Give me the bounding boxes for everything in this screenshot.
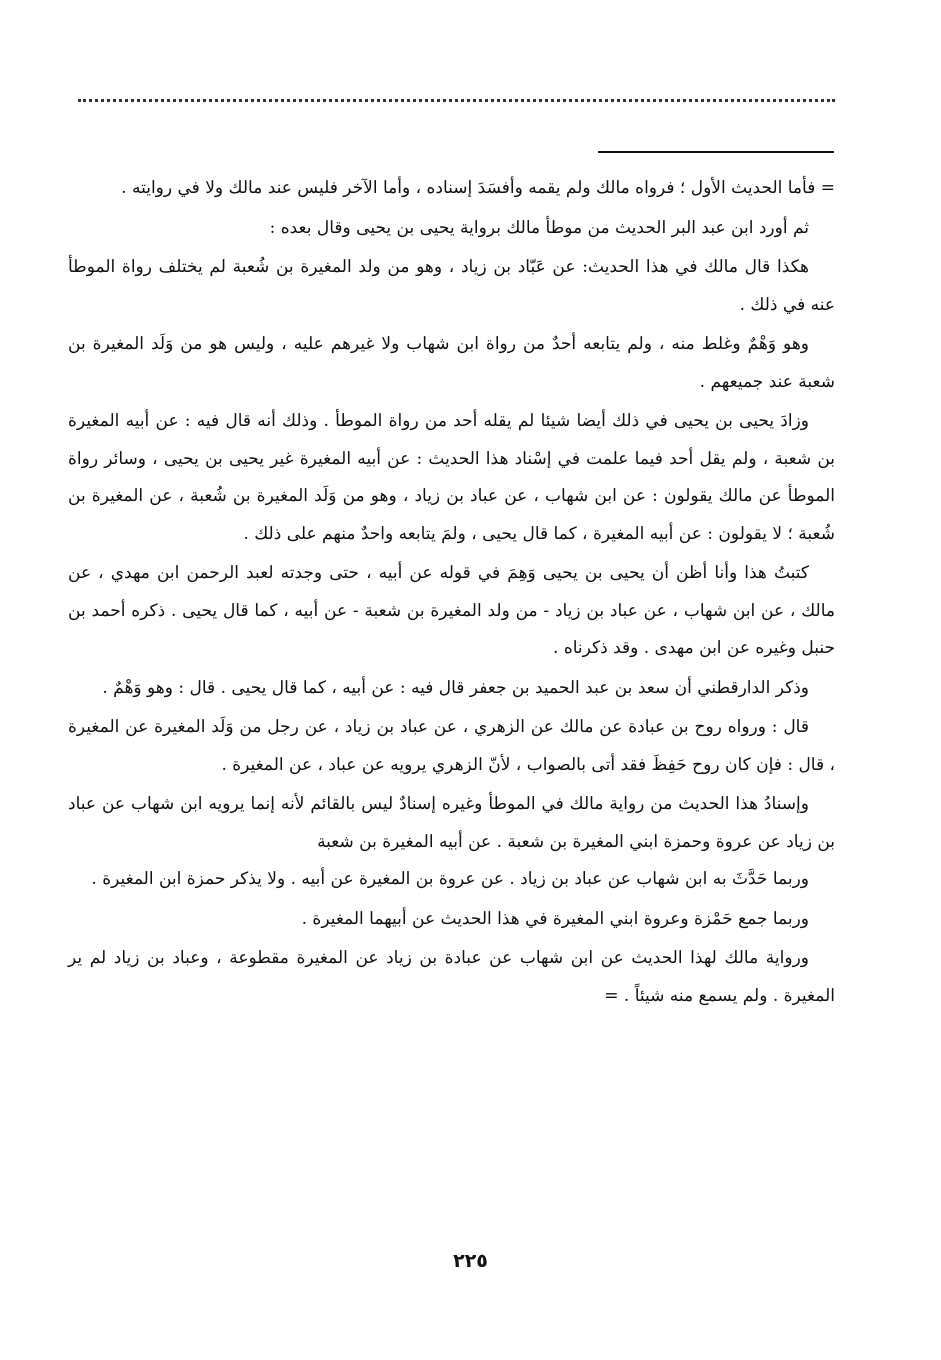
page-body — [68, 170, 835, 1015]
paragraph-2: ثم أورد ابن عبد البر الحديث من موطأ مالك برواية يحيى بن يحيى وقال بعده : — [269, 217, 809, 238]
paragraph-3: هكذا قال مالك في هذا الحديث: عن عَبّاد بن زياد ، وهو من ولد المغيرة بن شُعبة لم يختلف رواة الموطأ عنه في ذلك . — [68, 257, 835, 315]
paragraph-8: قال : ورواه روح بن عبادة عن مالك عن الزهري ، عن عباد بن زياد ، عن رجل من وَلَد المغيرة عن المغيرة ، قال : فإن كان روح حَفِظَ فقد أتى بالصواب ، لأنّ الزهري يرويه عن عباد ، عن المغيرة . — [68, 717, 835, 775]
paragraph-11: وربما جمع حَمْزة وعروة ابني المغيرة في هذا الحديث عن أبيهما المغيرة . — [301, 908, 809, 929]
paragraph-9: وإسنادُ هذا الحديث من رواية مالك في الموطأ وغيره إسنادٌ ليس بالقائم لأنه إنما يرويه ابن شهاب عن عباد بن زياد عن عروة وحمزة ابني المغيرة بن شعبة . عن أبيه المغيرة بن شعبة — [68, 794, 835, 852]
paragraph-12: ورواية مالك لهذا الحديث عن ابن شهاب عن عبادة بن زياد عن المغيرة مقطوعة ، وعباد بن زياد لم ير المغيرة . ولم يسمع منه شيئاً . = — [68, 948, 835, 1006]
paragraph-7: وذكر الدارقطني أن سعد بن عبد الحميد بن جعفر قال فيه : عن أبيه ، كما قال يحيى . قال : وهو وَهْمٌ . — [102, 677, 809, 698]
paragraph-10: وربما حَدَّثَ به ابن شهاب عن عباد بن زياد . عن عروة بن المغيرة عن أبيه . ولا يذكر حمزة ابن المغيرة . — [91, 869, 809, 889]
paragraph-5: وزادَ يحيى بن يحيى في ذلك أيضا شيئا لم يقله أحد من رواة الموطأ . وذلك أنه قال فيه : عن أبيه المغيرة بن شعبة ، ولم يقل أحد فيما علمت في إسْناد هذا الحديث : عن أبيه المغيرة غير يحيى بن يحيى ، وسائر رواة الموطأ عن مالك يقولون : عن ابن شهاب ، عن عباد بن زياد ، وهو من وَلَد المغيرة بن شُعبة ، عن المغيرة بن شُعبة ؛ لا يقولون : عن أبيه المغيرة ، كما قال يحيى ، ولمَ يتابعه واحدٌ منهم على ذلك . — [68, 411, 835, 544]
paragraph-6: كتبتُ هذا وأنا أظن أن يحيى بن يحيى وَهِمَ في قوله عن أبيه ، حتى وجدته لعبد الرحمن ابن مهدي ، عن مالك ، عن ابن شهاب ، عن عباد بن زياد - من ولد المغيرة بن شعبة - عن أبيه ، كما قال يحيى . ذكره أحمد بن حنبل وغيره عن ابن مهدى . وقد ذكرناه . — [68, 563, 835, 658]
paragraph-4: وهو وَهْمٌ وغلط منه ، ولم يتابعه أحدٌ من رواة ابن شهاب ولا غيرهم عليه ، وليس هو من وَلَد المغيرة بن شعبة عند جميعهم . — [68, 334, 835, 392]
footnote-rule — [598, 151, 834, 153]
paragraph-1: = فأما الحديث الأول ؛ فرواه مالك ولم يقمه وأفسَدَ إسناده ، وأما الآخر فليس عند مالك ولا في روايته . — [121, 178, 835, 198]
dotted-separator — [78, 99, 835, 102]
page-number: ٢٢٥ — [453, 1250, 488, 1272]
